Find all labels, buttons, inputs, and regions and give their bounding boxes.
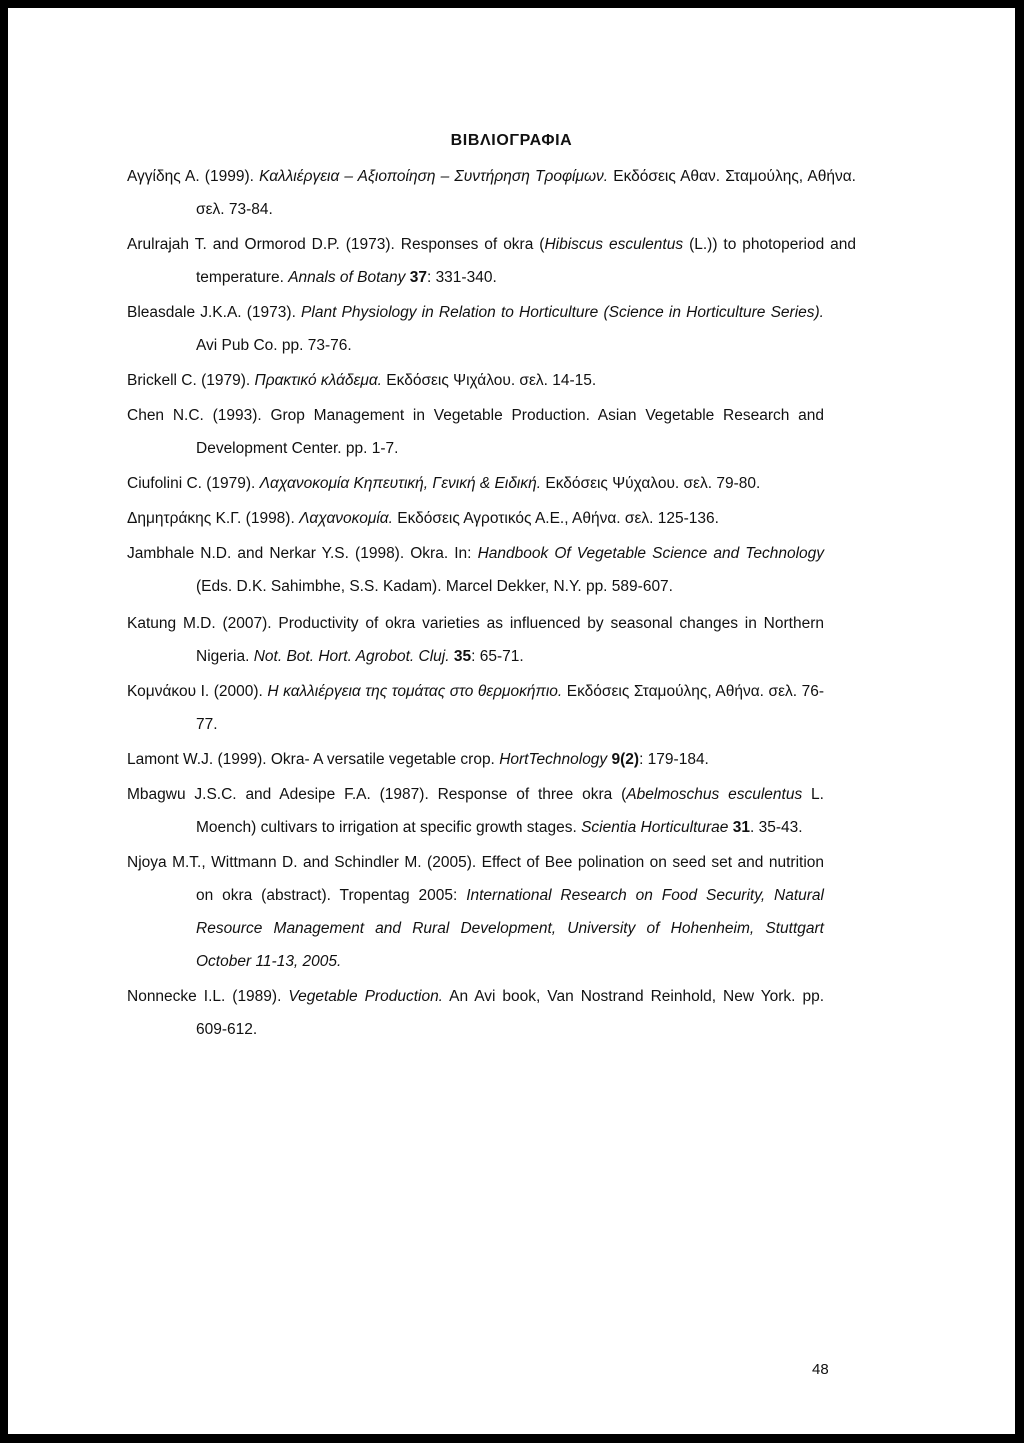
reference-title: Vegetable Production.: [288, 988, 443, 1005]
reference-text: . 35-43.: [749, 819, 803, 836]
reference-volume: 37: [405, 269, 427, 286]
reference-species: Abelmoschus esculentus: [626, 786, 803, 803]
page-number: 48: [812, 1361, 829, 1378]
reference-item: [127, 778, 824, 844]
reference-text: Εκδόσεις Ψιχάλου. σελ. 14-15.: [381, 372, 597, 389]
reference-item: [127, 160, 856, 226]
reference-text: Brickell C. (1979).: [127, 372, 255, 389]
reference-text: Εκδόσεις Ψύχαλου. σελ. 79-80.: [541, 475, 761, 492]
reference-text: An Avi book, Van Nostrand Reinhold, New York. pp. 609-612.: [196, 988, 825, 1038]
reference-title: Η καλλιέργεια της τομάτας στο θερμοκήπιο.: [267, 683, 563, 700]
reference-item: [127, 675, 824, 741]
reference-text: Katung M.D. (2007). Productivity of okra varieties as influenced by seasonal changes in Northern Nigeria.: [127, 615, 824, 665]
reference-text: Nonnecke I.L. (1989).: [127, 988, 289, 1005]
reference-text: (L.)) to photoperiod and temperature.: [196, 236, 857, 286]
reference-text: Arulrajah T. and Ormorod D.P. (1973). Responses of okra (: [127, 236, 545, 253]
reference-item: [127, 846, 824, 978]
reference-item: [127, 980, 824, 1046]
reference-title: Handbook Of Vegetable Science and Technology: [477, 545, 824, 562]
reference-title: International Research on Food Security, Natural Resource Management and Rural Development, University of Hohenheim, Stuttgart October 11-13, 2005.: [196, 887, 824, 970]
document-page: [8, 8, 1015, 1434]
reference-text: : 179-184.: [639, 751, 709, 768]
reference-text: Lamont W.J. (1999). Okra- A versatile vegetable crop.: [127, 751, 500, 768]
reference-item: [127, 743, 824, 776]
reference-text: : 331-340.: [426, 269, 497, 286]
reference-title: Plant Physiology in Relation to Horticulture (Science in Horticulture Series).: [301, 304, 824, 321]
reference-item: [127, 607, 824, 673]
reference-volume: 31: [728, 819, 750, 836]
reference-text: Chen N.C. (1993). Grop Management in Vegetable Production. Asian Vegetable Research and Development Center. pp. 1-7.: [127, 407, 824, 457]
reference-volume: 9(2): [607, 751, 640, 768]
reference-text: Δημητράκης Κ.Γ. (1998).: [127, 510, 300, 527]
reference-item: [127, 364, 824, 397]
reference-title: Λαχανοκομία.: [299, 510, 393, 527]
reference-text: : 65-71.: [471, 648, 524, 665]
reference-item: [127, 537, 824, 603]
reference-text: Εκδόσεις Αγροτικός Α.Ε., Αθήνα. σελ. 125-136.: [392, 510, 719, 527]
reference-species: Hibiscus esculentus: [544, 236, 684, 253]
reference-journal: Not. Bot. Hort. Agrobot. Cluj.: [253, 648, 450, 665]
page-title: ΒΙΒΛΙΟΓΡΑΦΙΑ: [450, 132, 573, 149]
reference-text: L. Moench) cultivars to irrigation at specific growth stages.: [196, 786, 824, 836]
reference-journal: Scientia Horticulturae: [581, 819, 729, 836]
reference-item: [127, 399, 824, 465]
reference-title: Λαχανοκομία Κηπευτική, Γενική & Ειδική.: [259, 475, 542, 492]
reference-text: Bleasdale J.K.A. (1973).: [127, 304, 302, 321]
reference-text: Mbagwu J.S.C. and Adesipe F.A. (1987). Response of three okra (: [127, 786, 627, 803]
reference-item: [127, 502, 824, 535]
reference-title: Πρακτικό κλάδεμα.: [254, 372, 382, 389]
reference-item: [127, 467, 824, 500]
reference-text: Jambhale N.D. and Nerkar Y.S. (1998). Okra. In:: [127, 545, 478, 562]
reference-journal: HortTechnology: [499, 751, 608, 768]
reference-text: Εκδόσεις Σταμούλης, Αθήνα. σελ. 76-77.: [196, 683, 824, 733]
reference-journal: Annals of Botany: [288, 269, 406, 286]
reference-text: Κομνάκου Ι. (2000).: [127, 683, 268, 700]
reference-text: Εκδόσεις Αθαν. Σταμούλης, Αθήνα. σελ. 73-84.: [196, 168, 856, 218]
reference-list: [127, 160, 857, 1046]
reference-text: Njoya M.T., Wittmann D. and Schindler M. (2005). Effect of Bee polination on seed set and nutrition on okra (abstract). Tropentag 2005:: [127, 854, 824, 904]
reference-volume: 35: [449, 648, 472, 665]
reference-title: Καλλιέργεια – Αξιοποίηση – Συντήρηση Τροφίμων.: [259, 168, 609, 185]
reference-item: [127, 228, 856, 294]
reference-text: Αγγίδης Α. (1999).: [127, 168, 260, 185]
reference-text: Ciufolini C. (1979).: [127, 475, 260, 492]
reference-item: [127, 296, 824, 362]
reference-text: Avi Pub Co. pp. 73-76.: [196, 337, 352, 354]
reference-text: (Eds. D.K. Sahimbhe, S.S. Kadam). Marcel Dekker, N.Y. pp. 589-607.: [196, 578, 673, 595]
